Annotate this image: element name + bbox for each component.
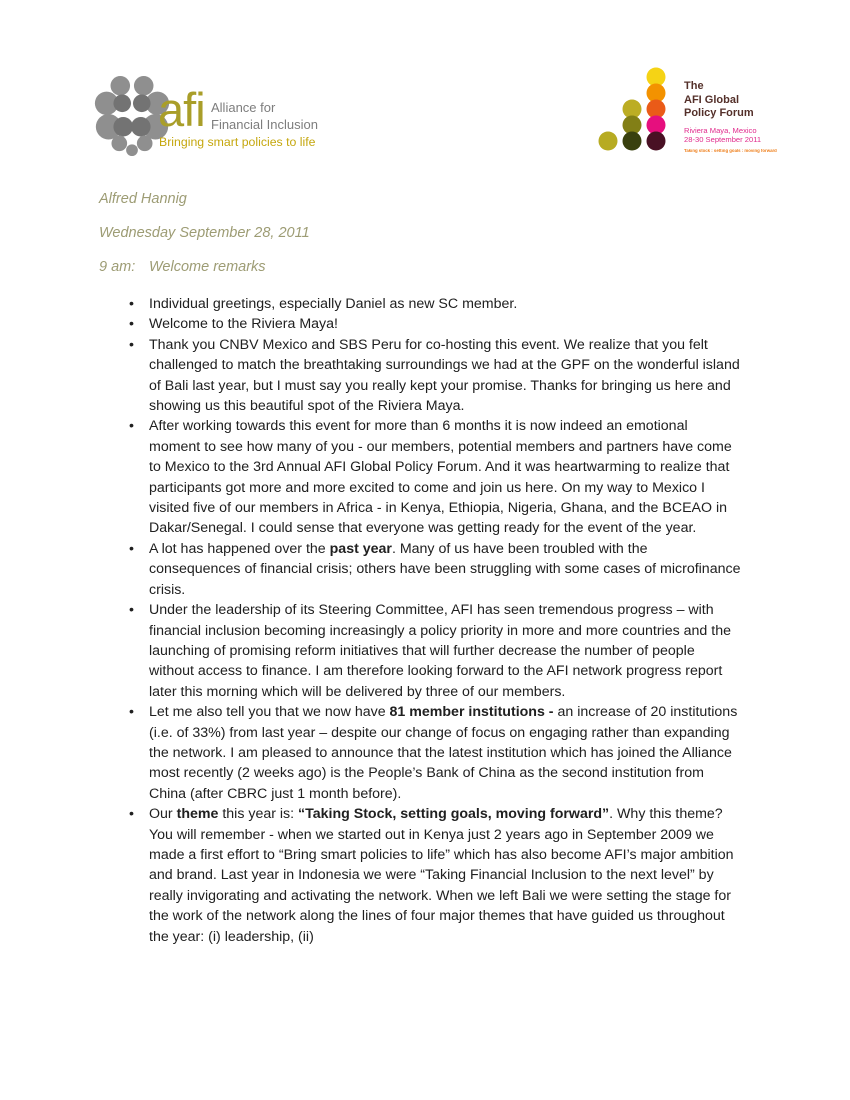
speech-notes: [128, 294, 741, 947]
gpf-title-line2: AFI Global: [684, 93, 739, 106]
session-heading: [99, 259, 266, 276]
gpf-title-line3: Policy Forum: [684, 107, 754, 119]
gpf-tagline: Taking stock : setting goals : moving forward: [684, 148, 777, 154]
gpf-subtitle: [684, 126, 766, 145]
bullet-item: • Thank you CNBV Mexico and SBS Peru for co-hosting this event. We realize that you felt challenged to match the breathtaking surroundings we had at the GPF on the wonderful island of Bali last year, but I must say you really kept your promise. Thanks for bringing us here and showing us this beautiful spot of the Riviera Maya.: [128, 335, 741, 417]
gpf-logo: [596, 64, 777, 156]
session-time: 9 am:: [99, 259, 136, 275]
bullet-item: • Let me also tell you that we now have 81 member institutions - an increase of 20 institutions (i.e. of 33%) from last year – despite our change of focus on engaging rather than expanding the network. I am pleased to announce that the latest institution which has joined the Alliance most recently (2 weeks ago) is the People’s Bank of China as the second institution from China (after CBRC just 1 month before).: [128, 702, 741, 804]
afi-org-name: [211, 100, 318, 133]
gpf-dates: 28-30 September 2011: [684, 135, 762, 145]
bullet-list: [128, 294, 741, 947]
bullet-item: • Welcome to the Riviera Maya!: [128, 314, 741, 334]
bullet-item: • Our theme this year is: “Taking Stock, setting goals, moving forward”. Why this theme? You will remember - when we started out in Kenya just 2 years ago in September 2009 we made a first effort to “Bring smart policies to life” which has also become AFI’s major ambition and brand. Last year in Indonesia we were “Taking Financial Inclusion to the next level” by really invigorating and activating the network. When we left Bali we were setting the stage for the work of the network along the lines of four major themes that have guided us throughout the year: (i) leadership, (ii): [128, 804, 741, 947]
bullet-item: • Under the leadership of its Steering Committee, AFI has seen tremendous progress – with financial inclusion becoming increasingly a policy priority in more and more countries and the launching of promising reform initiatives that will further decrease the number of people without access to finance. I am therefore looking forward to the AFI network progress report later this morning which will be delivered by three of our members.: [128, 600, 741, 702]
afi-wordmark: afi: [158, 83, 205, 136]
afi-org-name-line1: Alliance for: [211, 100, 276, 115]
author-name: Alfred Hannig: [99, 191, 187, 207]
afi-org-name-line2: Financial Inclusion: [211, 116, 318, 132]
bullet-item: • Individual greetings, especially Daniel as new SC member.: [128, 294, 741, 314]
gpf-title-line1: The: [684, 80, 704, 92]
gpf-text-block: [684, 80, 777, 155]
gpf-dots-icon: [596, 64, 676, 152]
gpf-location: Riviera Maya, Mexico: [684, 125, 757, 135]
gpf-title: [684, 80, 766, 121]
bullet-item: • A lot has happened over the past year. Many of us have been troubled with the consequences of financial crisis; others have been struggling with some cases of microfinance crisis.: [128, 539, 741, 600]
session-title: Welcome remarks: [149, 259, 266, 275]
afi-tagline: Bringing smart policies to life: [159, 135, 316, 149]
bullet-item: • After working towards this event for more than 6 months it is now indeed an emotional moment to see how many of you - our members, potential members and partners have come to Mexico to the 3rd Annual AFI Global Policy Forum. And it was heartwarming to realize that participants got more and more excited to come and join us here. On my way to Mexico I visited five of our members in Africa - in Kenya, Ethiopia, Nigeria, Ghana, and the BCEAO in Dakar/Senegal. I could sense that everyone was getting ready for the event of the year.: [128, 416, 741, 538]
afi-logo: [92, 74, 392, 158]
document-date: Wednesday September 28, 2011: [99, 225, 310, 241]
